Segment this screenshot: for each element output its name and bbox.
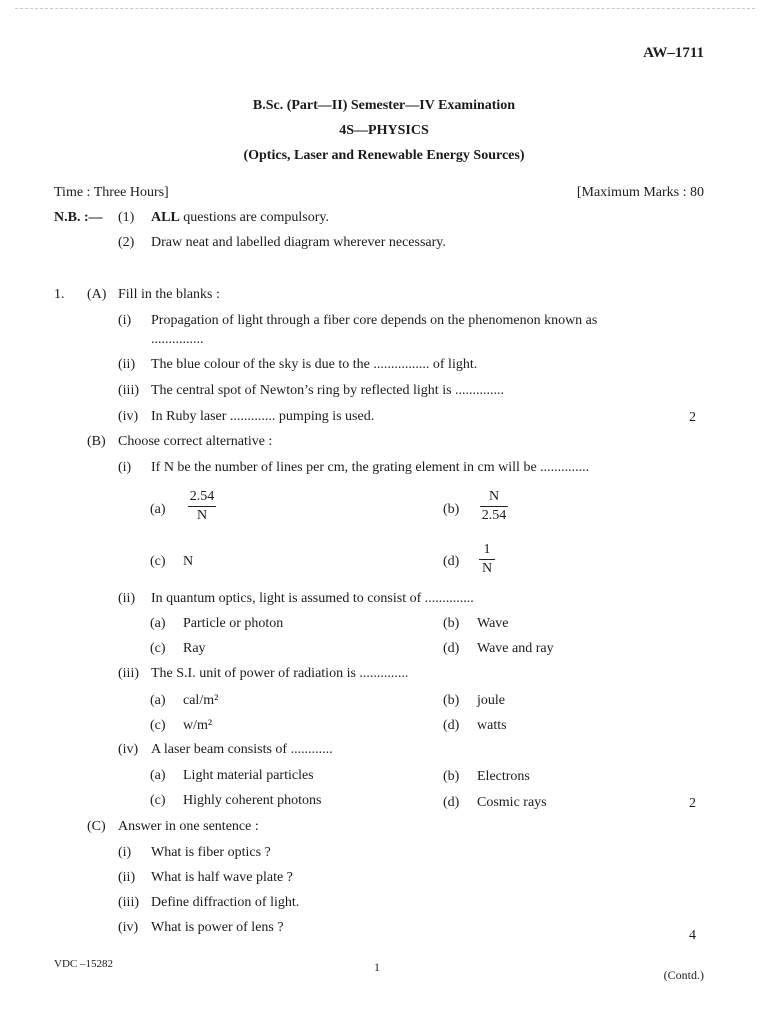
option-a-label: (a) — [150, 502, 166, 517]
q1-b-label: (B) — [87, 434, 106, 449]
q1-b-iv-num: (iv) — [118, 742, 139, 757]
q1-a-i-cont: ............... — [151, 332, 204, 347]
q1-b-iv-text: A laser beam consists of ............ — [151, 742, 333, 757]
q1-number: 1. — [54, 287, 65, 302]
q1-c-iii-num: (iii) — [118, 895, 139, 910]
nb-item-1-num: (1) — [118, 210, 135, 225]
q1-c-ii-num: (ii) — [118, 870, 136, 885]
fraction-numerator: 1 — [483, 542, 491, 557]
q2-opt-d-label: (d) — [443, 641, 460, 656]
max-marks: [Maximum Marks : 80 — [576, 185, 704, 200]
q3-opt-c-label: (c) — [150, 718, 166, 733]
fraction-numerator: N — [488, 489, 500, 504]
q4-opt-d-text: Cosmic rays — [477, 795, 547, 810]
q4-opt-a-text: Light material particles — [183, 768, 314, 783]
q1-b-i-num: (i) — [118, 460, 132, 475]
q1-a-iv-num: (iv) — [118, 409, 139, 424]
fraction-denominator: N — [196, 508, 208, 523]
nb-item-1-bold: ALL — [151, 210, 180, 225]
q1-a-label: (A) — [87, 287, 107, 302]
time-label: Time : Three Hours] — [54, 185, 169, 200]
q1-a-iv-text: In Ruby laser ............. pumping is used. — [151, 409, 375, 424]
nb-item-1-rest: questions are compulsory. — [183, 210, 329, 225]
q2-opt-c-text: Ray — [183, 641, 206, 656]
q1-b-i-text: If N be the number of lines per cm, the grating element in cm will be .............. — [151, 460, 590, 475]
q4-opt-b-label: (b) — [443, 769, 460, 784]
footer-code: VDC –15282 — [54, 958, 113, 970]
nb-label: N.B. :— — [54, 210, 103, 225]
nb-item-2-text: Draw neat and labelled diagram wherever necessary. — [151, 235, 446, 250]
q1-a-iii-text: The central spot of Newton’s ring by reflected light is .............. — [151, 383, 505, 398]
q1-a-marks: 2 — [689, 410, 696, 425]
q1-a-ii-text: The blue colour of the sky is due to the ................ of light. — [151, 357, 478, 372]
q2-opt-a-text: Particle or photon — [183, 616, 284, 631]
option-a-fraction — [182, 489, 222, 524]
q2-opt-b-text: Wave — [477, 616, 509, 631]
q1-c-heading: Answer in one sentence : — [118, 819, 259, 834]
fraction-denominator: 2.54 — [481, 508, 507, 523]
option-d-fraction — [467, 542, 507, 577]
q3-opt-b-text: joule — [477, 693, 505, 708]
exam-subtitle: (Optics, Laser and Renewable Energy Sources) — [243, 148, 525, 163]
q1-a-i-num: (i) — [118, 313, 132, 328]
q2-opt-c-label: (c) — [150, 641, 166, 656]
q1-b-iii-num: (iii) — [118, 666, 139, 681]
q1-c-label: (C) — [87, 819, 106, 834]
q3-opt-b-label: (b) — [443, 693, 460, 708]
q1-c-marks: 4 — [689, 928, 696, 943]
option-c-text: N — [183, 554, 194, 569]
q4-opt-a-label: (a) — [150, 768, 166, 783]
q1-a-ii-num: (ii) — [118, 357, 136, 372]
q1-a-heading: Fill in the blanks : — [118, 287, 220, 302]
q1-c-ii-text: What is half wave plate ? — [151, 870, 293, 885]
q4-opt-d-label: (d) — [443, 795, 460, 810]
q1-b-ii-text: In quantum optics, light is assumed to consist of .............. — [151, 591, 474, 606]
q1-b-ii-num: (ii) — [118, 591, 136, 606]
scan-noise-line — [15, 8, 755, 12]
fraction-denominator: N — [481, 561, 493, 576]
option-d-label: (d) — [443, 554, 460, 569]
nb-item-1-text — [151, 210, 329, 226]
paper-code: AW–1711 — [643, 45, 704, 61]
exam-subject: 4S—PHYSICS — [339, 123, 429, 138]
q3-opt-d-label: (d) — [443, 718, 460, 733]
option-b-fraction — [474, 489, 514, 524]
q3-opt-c-text: w/m² — [183, 718, 213, 733]
q3-opt-a-label: (a) — [150, 693, 166, 708]
q3-opt-d-text: watts — [477, 718, 507, 733]
q2-opt-b-label: (b) — [443, 616, 460, 631]
q1-b-marks: 2 — [689, 796, 696, 811]
q2-opt-d-text: Wave and ray — [477, 641, 554, 656]
q1-c-iv-text: What is power of lens ? — [151, 920, 284, 935]
q1-a-iii-num: (iii) — [118, 383, 139, 398]
q2-opt-a-label: (a) — [150, 616, 166, 631]
q3-opt-a-text: cal/m² — [183, 693, 219, 708]
page-number: 1 — [374, 960, 380, 974]
q1-c-i-text: What is fiber optics ? — [151, 845, 271, 860]
q4-opt-b-text: Electrons — [477, 769, 530, 784]
nb-item-2-num: (2) — [118, 235, 135, 250]
option-c-label: (c) — [150, 554, 166, 569]
q1-c-iii-text: Define diffraction of light. — [151, 895, 300, 910]
q4-opt-c-label: (c) — [150, 793, 166, 808]
continued-label: (Contd.) — [663, 968, 704, 982]
fraction-numerator: 2.54 — [189, 489, 215, 504]
q4-opt-c-text: Highly coherent photons — [183, 793, 322, 808]
q1-b-heading: Choose correct alternative : — [118, 434, 273, 449]
q1-c-i-num: (i) — [118, 845, 132, 860]
q1-c-iv-num: (iv) — [118, 920, 139, 935]
q1-b-iii-text: The S.I. unit of power of radiation is .............. — [151, 666, 409, 681]
option-b-label: (b) — [443, 502, 460, 517]
q1-a-i-text: Propagation of light through a fiber core depends on the phenomenon known as — [151, 313, 598, 328]
exam-title: B.Sc. (Part—II) Semester—IV Examination — [252, 98, 516, 113]
